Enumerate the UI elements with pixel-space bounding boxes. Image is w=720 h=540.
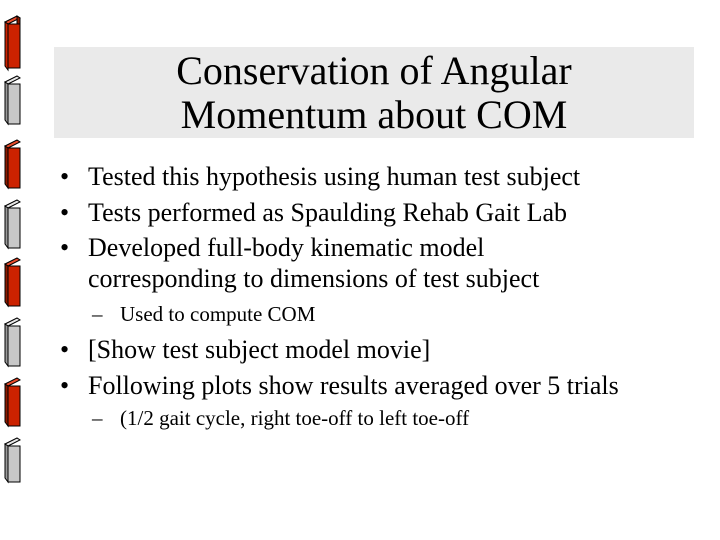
bullet-text: [Show test subject model movie] (88, 335, 431, 364)
bullet-text: Tested this hypothesis using human test subject (88, 162, 581, 191)
block-8-gray (5, 438, 20, 482)
decorative-block-strip (0, 0, 30, 540)
title-line-2: Momentum about COM (180, 91, 568, 137)
slide-title (54, 47, 694, 138)
bullet-marker: • (60, 335, 70, 364)
bullet-continuation (88, 264, 539, 294)
sub-bullet-text: (1/2 gait cycle, right toe-off to left toe-off (120, 406, 470, 430)
sub-bullet-text: Used to compute COM (120, 302, 316, 326)
block-1-red (5, 16, 20, 70)
sub-bullet-marker: – (92, 406, 103, 430)
bullet-item (60, 233, 485, 263)
bullet-marker: • (60, 198, 70, 227)
block-7-red (5, 378, 20, 426)
bullet-marker: • (60, 233, 70, 262)
bullet-item (60, 335, 431, 365)
bullet-text: Tests performed as Spaulding Rehab Gait Lab (88, 198, 568, 227)
bullet-item (60, 162, 581, 192)
sub-bullet-marker: – (92, 302, 103, 326)
block-6-gray (5, 318, 20, 366)
block-5-red (5, 258, 20, 306)
block-2-gray (5, 76, 20, 124)
bullet-marker: • (60, 162, 70, 191)
sub-bullet-item (92, 302, 316, 326)
bullet-text: Following plots show results averaged over 5 trials (88, 371, 619, 400)
block-4-gray (5, 200, 20, 248)
bullet-item (60, 371, 619, 401)
sub-bullet-item (92, 406, 470, 430)
bullet-text: Developed full-body kinematic model (88, 233, 485, 262)
title-line-1: Conservation of Angular (176, 47, 572, 93)
bullet-text: corresponding to dimensions of test subject (88, 264, 540, 293)
block-3-red (5, 140, 20, 188)
bullet-marker: • (60, 371, 70, 400)
bullet-item (60, 198, 568, 228)
